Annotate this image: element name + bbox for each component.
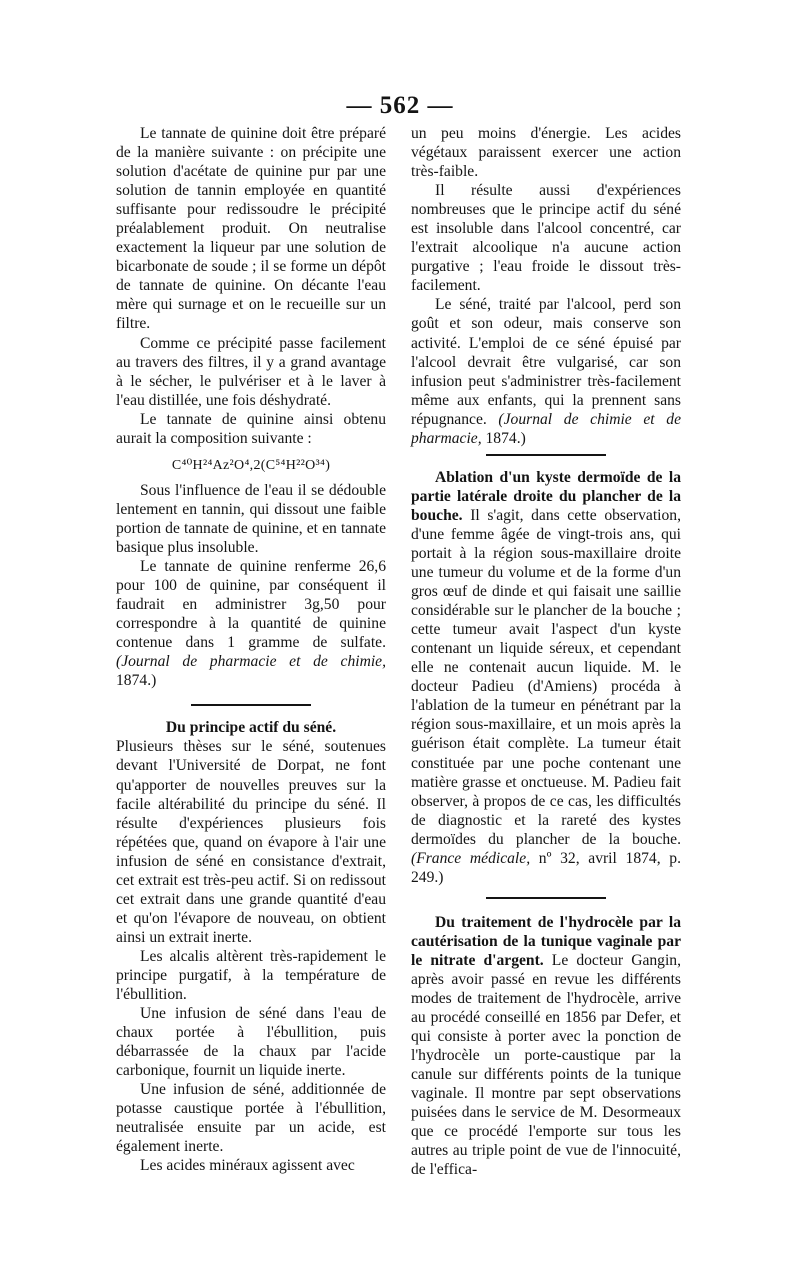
paragraph-text: Il s'agit, dans cette observation, d'une femme âgée de vingt-trois ans, qui portait à la région sous-maxillaire droite une tumeur du volume et de la forme d'un gros œuf de dinde et qui faisait une saillie considérable sur le plancher de la bouche ; cette tumeur avait l'aspect d'un kyste contenant un liquide séreux, et cependant elle ne contenait aucun liquide. M. le docteur Padieu (d'Amiens) procéda à l'ablation de la tumeur en pénétrant par la région sous-maxillaire, et un mois après la guérison était complète. La tumeur était constituée par une poche contenant une matière grasse et onctueuse. M. Padieu fait observer, à propos de ce cas, les difficultés de diagnostic et la rareté des kystes dermoïdes du plancher de la bouche.	[411, 506, 681, 848]
left-column	[116, 124, 386, 1175]
source-year: 1874.)	[485, 429, 526, 447]
section-divider	[486, 454, 606, 456]
section-divider	[191, 704, 311, 706]
paragraph: Les acides minéraux agissent avec	[140, 1157, 355, 1175]
paragraph: Une infusion de séné, additionnée de potasse caustique portée à l'ébullition, neutralisée ensuite par un acide, est également inerte.	[116, 1081, 386, 1156]
chemical-formula: C⁴⁰H²⁴Az²O⁴,2(C⁵⁴H²²O³⁴)	[171, 457, 331, 473]
paragraph: Sous l'influence de l'eau il se dédouble lentement en tannin, qui dissout une faible portion de tannate de quinine, et en tannate basique plus insoluble.	[116, 481, 386, 556]
right-column	[411, 124, 681, 1179]
paragraph	[116, 557, 386, 690]
source-citation: (Journal de chimie et de pharmacie,	[411, 410, 681, 447]
paragraph	[411, 295, 681, 447]
paragraph: Il résulte aussi d'expériences nombreuses que le principe actif du séné est insoluble dans l'alcool concentré, car l'extrait alcoolique n'a aucune action purgative ; l'eau froide le dissout très-facilement.	[411, 182, 681, 295]
paragraph-text: Le docteur Gangin, après avoir passé en revue les différents modes de traitement de l'hydrocèle, arrive au procédé conseillé en 1856 par Defer, et qui consiste à porter avec la ponction de l'hydrocèle un porte-caustique par la canule sur différents points de la tunique vaginale. Il montre par sept observations puisées dans le service de M. Desormeaux que ce procédé l'emporte sur tous les autres au triple point de vue de l'innocuité, de l'effica-	[411, 951, 681, 1179]
paragraph-text: Le tannate de quinine renferme 26,6 pour 100 de quinine, par conséquent il faudrait en administrer 3g,50 pour correspondre à la quantité de quinine contenue dans 1 gramme de sulfate.	[116, 558, 386, 652]
source-reference: nº 32, avril 1874, p. 249.)	[411, 849, 681, 886]
paragraph	[411, 913, 681, 1180]
page-number: — 562 —	[346, 92, 454, 119]
source-year: 1874.)	[116, 672, 157, 690]
paragraph: un peu moins d'énergie. Les acides végétaux paraissent exercer une action très-faible.	[411, 125, 681, 181]
source-citation: (France médicale,	[411, 849, 531, 867]
section-divider	[486, 897, 606, 899]
paragraph: Comme ce précipité passe facilement au travers des filtres, il y a grand avantage à le sécher, le pulvériser et à le laver à l'eau distillée, une fois déshydraté.	[116, 334, 386, 409]
paragraph: Le tannate de quinine ainsi obtenu aurait la composition suivante :	[116, 410, 386, 447]
paragraph: Le tannate de quinine doit être préparé de la manière suivante : on précipite une solution d'acétate de quinine pur par une solution de tannin employée en quantité suffisante pour redissoudre le précipité préalablement produit. On neutralise exactement la liqueur par une solution de bicarbonate de soude ; il se forme un dépôt de tannate de quinine. On décante l'eau mère qui surnage et on le recueille sur un filtre.	[116, 125, 386, 333]
section-heading: Ablation d'un kyste dermoïde de la partie latérale droite du plancher de la bouche.	[411, 468, 681, 524]
paragraph: Une infusion de séné dans l'eau de chaux portée à l'ébullition, puis débarrassée de la chaux par l'acide carbonique, fournit un liquide inerte.	[116, 1005, 386, 1080]
section-heading: Du traitement de l'hydrocèle par la cautérisation de la tunique vaginale par le nitrate d'argent.	[411, 913, 681, 969]
paragraph: Les alcalis altèrent très-rapidement le principe purgatif, à la température de l'ébullition.	[116, 947, 386, 1004]
paragraph: Plusieurs thèses sur le séné, soutenues devant l'Université de Dorpat, ne font qu'apporter de nouvelles preuves sur la facile altérabilité du principe du séné. Il résulte d'expériences plusieurs fois répétées que, quand on évapore à l'air une infusion de séné en consistance d'extrait, cet extrait est très-peu actif. Si on redissout cet extrait dans une grande quantité d'eau et qu'on l'évapore de nouveau, on obtient ainsi un extrait inerte.	[116, 738, 386, 946]
source-citation: (Journal de pharmacie et de chimie,	[116, 653, 386, 671]
section-heading: Du principe actif du séné.	[165, 719, 337, 737]
paragraph-text: Le séné, traité par l'alcool, perd son goût et son odeur, mais conserve son activité. L'emploi de ce séné épuisé par l'alcool devrait être vulgarisé, car son infusion peut s'administrer très-facilement même aux enfants, qui la prennent sans répugnance.	[411, 296, 681, 428]
paragraph	[411, 468, 681, 887]
